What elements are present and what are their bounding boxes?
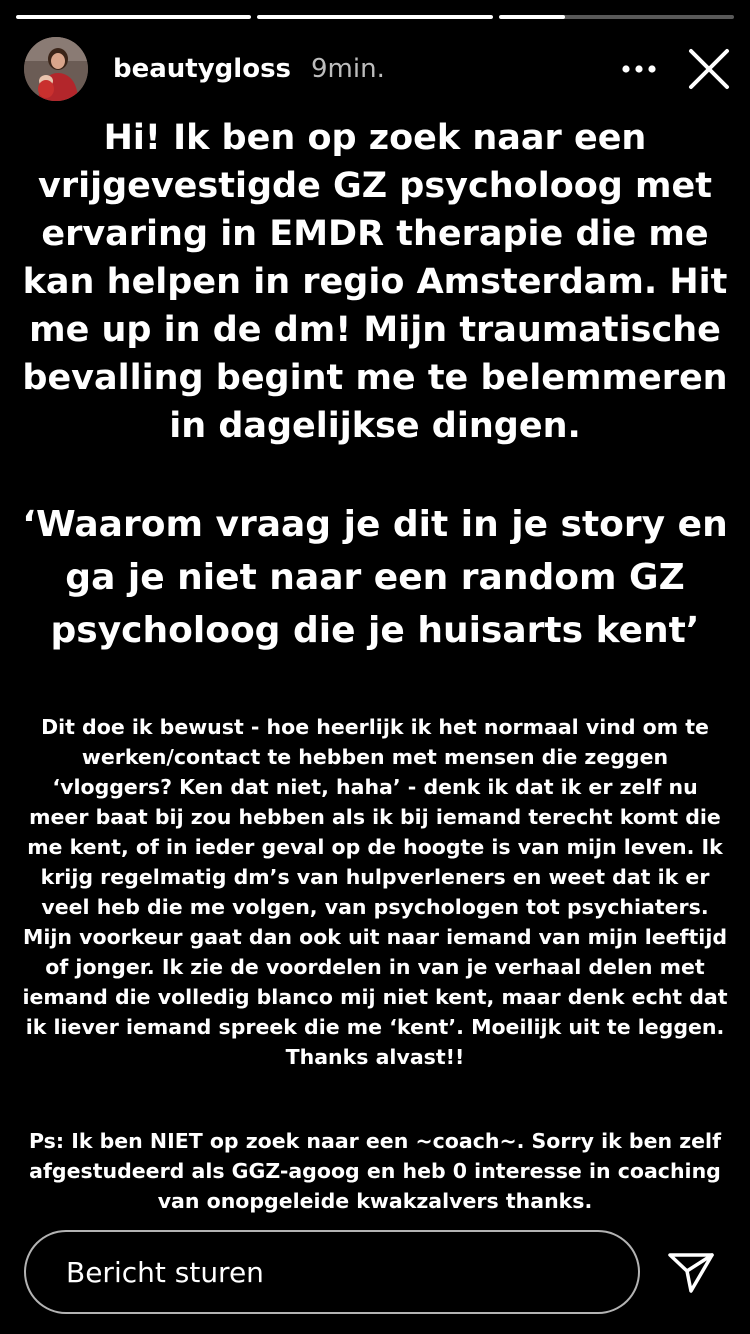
username[interactable]: beautygloss [113, 54, 292, 84]
story-text-intro: Hi! Ik ben op zoek naar een vrijgevestigde GZ psycholoog met ervaring in EMDR therapie die me kan helpen in regio Amsterdam. Hit me up in de dm! Mijn traumatische bevalling begint me te belemmeren in dagelijkse dingen. [22, 118, 728, 446]
story-text-explanation: Dit doe ik bewust - hoe heerlijk ik het normaal vind om te werken/contact te hebben met mensen die zeggen ‘vloggers? Ken dat niet, haha’ - denk ik dat ik er zelf nu meer baat bij zou hebben als ik bij iemand terecht komt die me kent, of in ieder geval op de hoogte is van mijn leven. Ik krijg regelmatig dm’s van hulpverleners en weet dat ik er veel heb die me volgen, van psychologen tot psychiaters. Mijn voorkeur gaat dan ook uit naar iemand van mijn leeftijd of jonger. Ik zie de voordelen in van je verhaal delen met iemand die volledig blanco mij niet kent, maar denk echt dat ik liever iemand spreek die me ‘kent’. Moeilijk uit te leggen. Thanks alvast!! [22, 715, 728, 1069]
message-input[interactable] [24, 1230, 640, 1314]
close-icon[interactable] [684, 44, 734, 94]
story-timestamp: 9min. [311, 54, 385, 84]
reply-bar [0, 1230, 750, 1316]
story-progress-bar [16, 15, 734, 19]
story-text-ps: Ps: Ik ben NIET op zoek naar een ~coach~. Sorry ik ben zelf afgestudeerd als GGZ-agoog en heb 0 interesse in coaching van onopgeleide kwakzalvers thanks. [29, 1129, 721, 1213]
story-text-question: ‘Waarom vraag je dit in je story en ga je niet naar een random GZ psycholoog die je huisarts kent’ [22, 504, 728, 651]
message-placeholder: Bericht sturen [66, 1255, 264, 1289]
avatar[interactable] [24, 37, 88, 101]
progress-segment-3 [499, 15, 734, 19]
progress-segment-2 [257, 15, 492, 19]
send-icon[interactable] [662, 1244, 720, 1302]
user-avatar-photo-icon [24, 37, 88, 101]
more-dots-icon[interactable] [614, 44, 664, 94]
progress-segment-1 [16, 15, 251, 19]
story-header [24, 36, 734, 102]
